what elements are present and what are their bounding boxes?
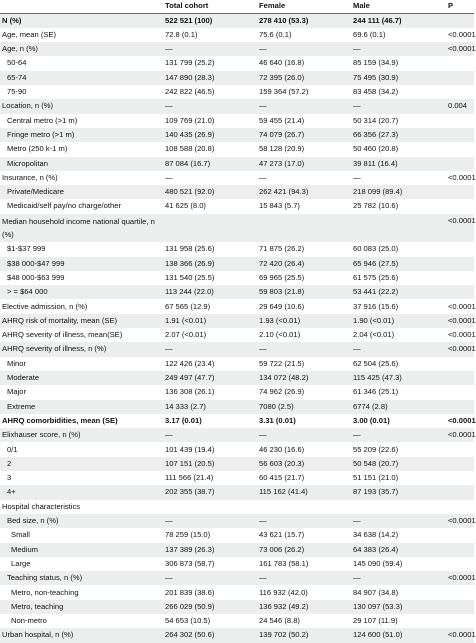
table-row [0,114,474,128]
total-cohort-cell: — [165,573,173,583]
male-cell: 61 346 (25.1) [353,387,399,397]
female-cell: 46 640 (16.8) [259,58,305,68]
row-label: Major [7,387,26,397]
male-cell: 66 356 (27.3) [353,129,399,139]
female-cell: 72 420 (26.4) [259,258,305,268]
p-value-cell: <0.0001 [448,573,476,583]
total-cohort-cell: — [165,430,173,440]
table-row [0,285,474,299]
female-cell: 59 455 (21.4) [259,115,305,125]
male-cell: 75 495 (30.9) [353,72,399,82]
row-label: Age, mean (SE) [2,29,57,39]
table-row [0,371,474,385]
row-label: Moderate [7,373,40,382]
male-cell: 69.6 (0.1) [353,29,386,39]
total-cohort-cell: 3.17 (0.01) [165,415,202,425]
female-cell: 134 072 (48.2) [259,373,309,382]
male-cell: 64 383 (26.4) [353,544,399,554]
row-label: Location, n (%) [2,101,54,111]
female-cell: — [259,44,267,54]
female-cell: 56 603 (20.3) [259,458,305,468]
female-cell: — [259,516,267,525]
total-cohort-cell: — [165,516,173,525]
total-cohort-cell: 67 565 (12.9) [165,301,211,311]
male-cell: 1.90 (<0.01) [353,315,395,325]
male-cell: 115 425 (47.3) [353,373,402,382]
total-cohort-cell: 266 029 (50.9) [165,601,215,611]
total-cohort-cell: 72.8 (0.1) [165,29,198,39]
total-cohort-cell: 242 822 (46.5) [165,87,215,96]
male-cell: — [353,44,361,54]
male-cell: 50 314 (20.7) [353,115,399,125]
female-cell: 29 649 (10.6) [259,301,305,311]
table-row [0,586,474,600]
female-cell: 24 546 (8.8) [259,616,300,626]
female-cell: — [259,101,267,111]
male-cell: 130 097 (53.3) [353,601,403,611]
table-row [0,614,474,628]
row-label: Age, n (%) [2,44,38,54]
table-row [0,42,474,56]
p-value-cell: <0.0001 [448,516,476,525]
male-cell: 37 916 (15.6) [353,301,399,311]
table-row [0,128,474,142]
female-cell: 74 962 (26.9) [259,387,305,397]
row-label: Metro, non-teaching [11,587,79,597]
total-cohort-cell: 140 435 (26.9) [165,129,215,139]
table-row [0,271,474,285]
total-cohort-cell: 138 366 (26.9) [165,258,215,268]
row-label: 65-74 [7,72,27,82]
row-label: AHRQ severity of illness, mean(SE) [2,330,123,340]
table-row [0,300,474,314]
total-cohort-cell: 131 958 (25.6) [165,244,215,254]
row-label: 4+ [7,487,16,497]
female-cell: 59 803 (21.8) [259,287,305,297]
p-value-cell: <0.0001 [448,630,476,640]
female-cell: 43 621 (15.7) [259,530,305,540]
female-cell: 262 421 (94.3) [259,187,309,197]
total-cohort-cell: 1.91 (<0.01) [165,315,207,325]
male-cell: 53 441 (22.2) [353,287,399,297]
row-label: > = $64 000 [7,287,48,297]
male-cell: 3.00 (0.01) [353,415,390,425]
p-value-cell: <0.0001 [448,415,476,425]
male-cell: 85 159 (34.9) [353,58,399,68]
female-cell: 47 273 (17.0) [259,158,305,168]
male-cell: 244 111 (46.7) [353,15,402,25]
table-row [0,71,474,85]
row-label: N (%) [2,15,22,25]
p-value-cell: <0.0001 [448,301,476,311]
total-cohort-cell: 14 333 (2.7) [165,401,206,411]
table-header [0,0,474,14]
row-label: 75-90 [7,87,27,96]
total-cohort-cell: 137 389 (26.3) [165,544,215,554]
header-total-cohort: Total cohort [165,1,209,10]
p-value-cell: <0.0001 [448,215,476,225]
table-row [0,342,474,356]
total-cohort-cell: 101 439 (19.4) [165,444,215,454]
male-cell: 50 460 (20.8) [353,144,399,154]
male-cell: 29 107 (11.9) [353,616,398,626]
female-cell: 15 843 (5.7) [259,201,300,211]
row-label: $1-$37 999 [7,244,46,254]
total-cohort-cell: — [165,344,173,354]
row-label: Median household income national quartile, n (%) [2,216,155,240]
total-cohort-cell: 136 308 (26.1) [165,387,215,397]
total-cohort-cell: 122 426 (23.4) [165,358,215,368]
total-cohort-cell: 131 799 (25.2) [165,58,215,68]
male-cell: 145 090 (59.4) [353,558,403,568]
male-cell: 60 083 (25.0) [353,244,399,254]
table-row [0,528,474,542]
row-label: Metro (250 k-1 m) [7,144,68,154]
male-cell: — [353,172,361,182]
total-cohort-cell: 264 302 (50.6) [165,630,215,640]
row-label: Private/Medicare [7,187,64,197]
male-cell: — [353,430,361,440]
p-value-cell: <0.0001 [448,44,476,54]
table-row [0,485,474,499]
female-cell: 2.10 (<0.01) [259,330,301,340]
row-label: $38 000-$47 999 [7,258,65,268]
total-cohort-cell: 111 566 (21.4) [165,473,214,483]
total-cohort-cell: 249 497 (47.7) [165,373,215,382]
header-p-value: P [448,1,454,10]
table-row [0,457,474,471]
row-label: Bed size, n (%) [7,516,59,525]
row-label: 3 [7,473,12,483]
table-row [0,357,474,371]
total-cohort-cell: 113 244 (22.0) [165,287,214,297]
female-cell: 69 965 (25.5) [259,272,305,282]
female-cell: 115 162 (41.4) [259,487,308,497]
female-cell: 7080 (2.5) [259,401,294,411]
male-cell: 25 782 (10.6) [353,201,399,211]
row-label: Small [11,530,30,540]
male-cell: 65 946 (27.5) [353,258,399,268]
female-cell: 75.6 (0.1) [259,29,292,39]
table-row [0,199,474,213]
male-cell: 124 600 (51.0) [353,630,403,640]
table-row [0,85,474,99]
row-label: 2 [7,458,12,468]
female-cell: — [259,430,267,440]
row-label: Extreme [7,401,36,411]
male-cell: 83 458 (34.2) [353,87,399,96]
header-female: Female [259,1,286,10]
p-value-cell: <0.0001 [448,330,476,340]
table-row [0,157,474,171]
female-cell: 278 410 (53.3) [259,15,309,25]
table-row [0,314,474,328]
total-cohort-cell: — [165,172,173,182]
female-cell: — [259,573,267,583]
table-row [0,171,474,185]
p-value-cell: <0.0001 [448,172,476,182]
total-cohort-cell: 480 521 (92.0) [165,187,215,197]
male-cell: — [353,101,361,111]
row-label: Urban hospital, n (%) [2,630,74,640]
total-cohort-cell: — [165,101,173,111]
table-row [0,414,474,428]
row-label: Teaching status, n (%) [7,573,83,583]
row-label: AHRQ comorbidities, mean (SE) [2,415,118,425]
row-label: Micropolitan [7,158,48,168]
row-label: Central metro (>1 m) [7,115,78,125]
table-row [0,543,474,557]
table-row [0,428,474,442]
total-cohort-cell: 41 625 (8.0) [165,201,206,211]
p-value-cell: 0.004 [448,101,468,111]
male-cell: 61 575 (25.6) [353,272,399,282]
table-row [0,142,474,156]
table-row [0,56,474,70]
female-cell: 161 783 (58.1) [259,558,309,568]
total-cohort-cell: 2.07 (<0.01) [165,330,207,340]
male-cell: 87 193 (35.7) [353,487,399,497]
male-cell: 84 907 (34.8) [353,587,399,597]
table-row [0,443,474,457]
female-cell: 59 722 (21.5) [259,358,305,368]
male-cell: 34 638 (14.2) [353,530,399,540]
total-cohort-cell: 131 540 (25.5) [165,272,215,282]
row-label: Hospital characteristics [2,501,81,511]
row-label: Medium [11,544,39,554]
male-cell: 62 504 (25.6) [353,358,399,368]
female-cell: 46 230 (16.6) [259,444,305,454]
total-cohort-cell: 522 521 (100) [165,15,213,25]
total-cohort-cell: 306 873 (58.7) [165,558,215,568]
total-cohort-cell: 107 151 (20.5) [165,458,215,468]
female-cell: 136 932 (49.2) [259,601,309,611]
male-cell: 218 099 (89.4) [353,187,403,197]
p-value-cell: <0.0001 [448,430,476,440]
row-label: Metro, teaching [11,601,64,611]
female-cell: 60 415 (21.7) [259,473,305,483]
p-value-cell: <0.0001 [448,29,476,39]
table-row [0,514,474,528]
table-row [0,185,474,199]
table-row [0,257,474,271]
total-cohort-cell: — [165,44,173,54]
total-cohort-cell: 201 839 (38.6) [165,587,215,597]
female-cell: 139 702 (50.2) [259,630,309,640]
table-row [0,400,474,414]
male-cell: 50 548 (20.7) [353,458,399,468]
row-label: Insurance, n (%) [2,172,58,182]
table-row [0,628,474,642]
total-cohort-cell: 202 355 (38.7) [165,487,215,497]
table-row [0,385,474,399]
total-cohort-cell: 54 653 (10.5) [165,616,211,626]
male-cell: — [353,516,361,525]
row-label: 50-64 [7,58,27,68]
female-cell: 58 128 (20.9) [259,144,305,154]
table-row [0,557,474,571]
p-value-cell: <0.0001 [448,315,476,325]
total-cohort-cell: 109 769 (21.0) [165,115,215,125]
female-cell: 159 364 (57.2) [259,87,309,96]
table-row [0,214,474,243]
row-label: Fringe metro (>1 m) [7,129,75,139]
p-value-cell: <0.0001 [448,344,476,354]
table-row [0,28,474,42]
male-cell: 51 151 (21.0) [353,473,399,483]
row-label: AHRQ risk of mortality, mean (SE) [2,315,118,325]
row-label: Non-metro [11,616,47,626]
total-cohort-cell: 147 890 (28.3) [165,72,215,82]
male-cell: — [353,573,361,583]
row-label: 0/1 [7,444,18,454]
table-row [0,328,474,342]
row-label: Medicaid/self pay/no charge/other [7,201,121,211]
row-label: Minor [7,358,26,368]
female-cell: — [259,344,267,354]
female-cell: 72 395 (26.0) [259,72,305,82]
female-cell: 116 932 (42.0) [259,587,308,597]
female-cell: 3.31 (0.01) [259,415,296,425]
male-cell: — [353,344,361,354]
table-row [0,600,474,614]
female-cell: 1.93 (<0.01) [259,315,301,325]
table-row [0,500,474,514]
male-cell: 6774 (2.8) [353,401,388,411]
table-row [0,242,474,256]
row-label: AHRQ severity of illness, n (%) [2,344,107,354]
female-cell: — [259,172,267,182]
female-cell: 74 079 (26.7) [259,129,305,139]
row-label: Elective admission, n (%) [2,301,88,311]
female-cell: 73 006 (26.2) [259,544,305,554]
row-label: Large [11,558,31,568]
row-label: $48 000-$63 999 [7,272,65,282]
table-row [0,471,474,485]
male-cell: 39 811 (16.4) [353,158,398,168]
total-cohort-cell: 87 084 (16.7) [165,158,211,168]
male-cell: 2.04 (<0.01) [353,330,395,340]
female-cell: 71 875 (26.2) [259,244,305,254]
total-cohort-cell: 108 588 (20.8) [165,144,215,154]
header-male: Male [353,1,370,10]
table-row [0,99,474,113]
total-cohort-cell: 78 259 (15.0) [165,530,211,540]
row-label: Elixhauser score, n (%) [2,430,81,440]
male-cell: 55 209 (22.6) [353,444,399,454]
table-row [0,14,474,28]
table-row [0,571,474,585]
